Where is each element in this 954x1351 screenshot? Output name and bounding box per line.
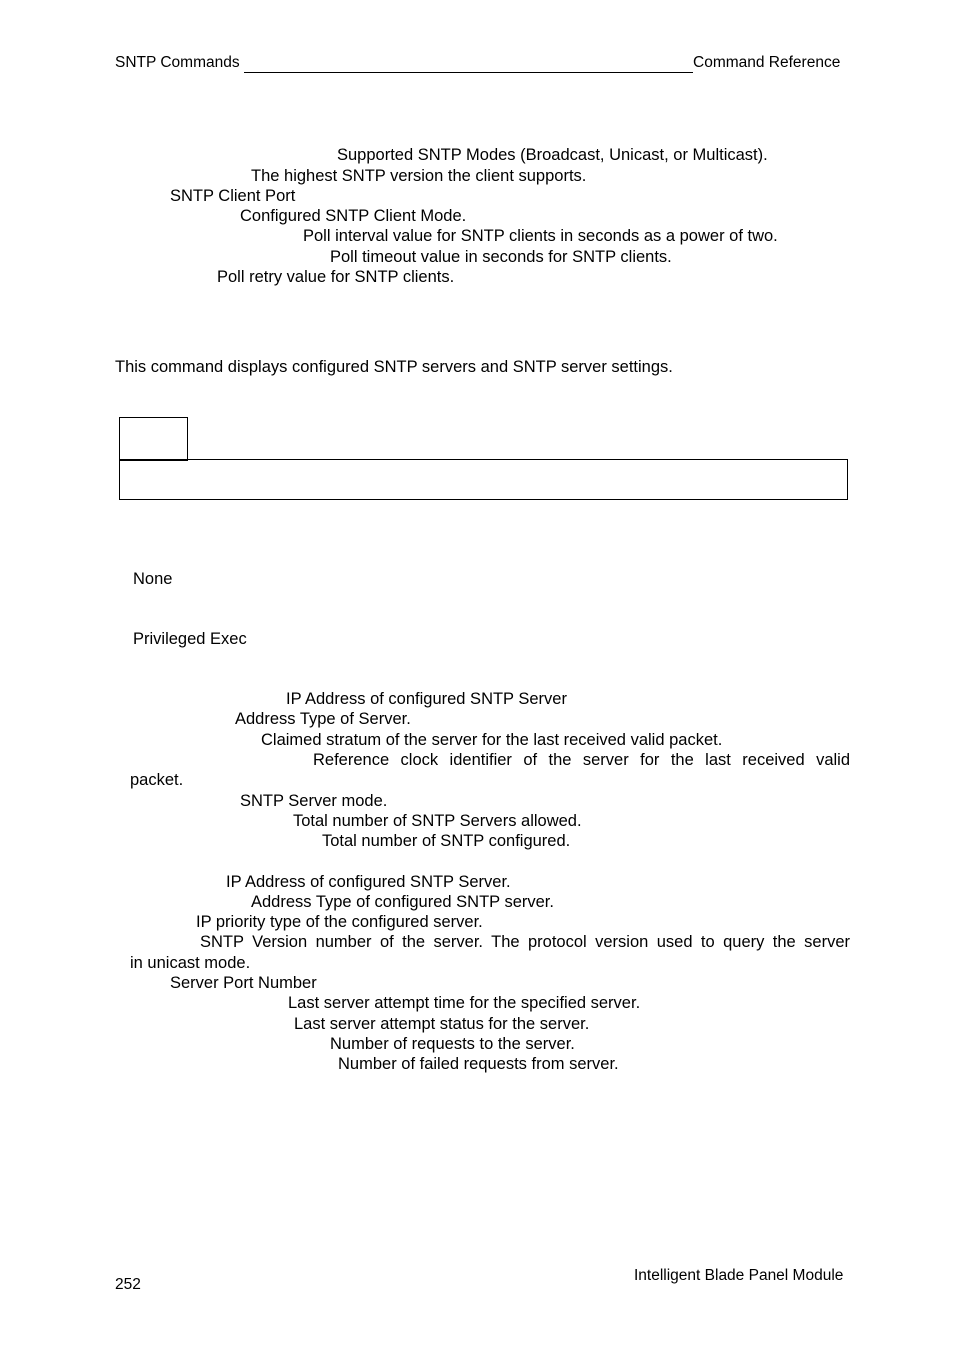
command-mode-value: Privileged Exec <box>133 630 247 648</box>
server-field-desc: Total number of SNTP configured. <box>322 832 571 850</box>
server-detail-desc: IP Address of configured SNTP Server. <box>226 873 511 891</box>
server-detail-desc: Number of failed requests from server. <box>338 1055 619 1073</box>
command-description: This command displays configured SNTP servers and SNTP server settings. <box>115 358 673 376</box>
server-field-desc: Address Type of Server. <box>235 710 411 728</box>
client-field-desc: The highest SNTP version the client supports. <box>251 167 587 185</box>
client-field-desc: Poll timeout value in seconds for SNTP clients. <box>330 248 672 266</box>
header-chapter-title: Command Reference <box>693 54 841 71</box>
server-detail-desc: Last server attempt status for the server. <box>294 1015 590 1033</box>
server-field-desc-continued: packet. <box>130 771 184 789</box>
client-field-desc: SNTP Client Port <box>170 187 296 205</box>
server-detail-desc: Address Type of configured SNTP server. <box>251 893 554 911</box>
server-field-desc: Reference clock identifier of the server for the last received valid <box>313 751 850 769</box>
server-field-desc: Total number of SNTP Servers allowed. <box>293 812 582 830</box>
client-field-desc: Supported SNTP Modes (Broadcast, Unicast, or Multicast). <box>337 146 768 164</box>
client-field-desc: Poll interval value for SNTP clients in seconds as a power of two. <box>303 227 778 245</box>
server-detail-desc: Number of requests to the server. <box>330 1035 575 1053</box>
page-number: 252 <box>115 1276 141 1293</box>
server-detail-desc-continued: in unicast mode. <box>130 954 251 972</box>
syntax-format-label-cell <box>119 417 188 461</box>
server-detail-desc: SNTP Version number of the server. The protocol version used to query the server <box>200 933 850 951</box>
server-detail-desc: Server Port Number <box>170 974 317 992</box>
server-field-desc: IP Address of configured SNTP Server <box>286 690 567 708</box>
client-field-desc: Poll retry value for SNTP clients. <box>217 268 455 286</box>
server-detail-desc: IP priority type of the configured server. <box>196 913 483 931</box>
header-rule <box>244 72 693 73</box>
client-field-desc: Configured SNTP Client Mode. <box>240 207 467 225</box>
footer-product-name: Intelligent Blade Panel Module <box>634 1267 844 1284</box>
default-value: None <box>133 570 173 588</box>
header-section-title: SNTP Commands <box>115 54 240 71</box>
server-field-desc: Claimed stratum of the server for the last received valid packet. <box>261 731 723 749</box>
server-field-desc: SNTP Server mode. <box>240 792 388 810</box>
server-detail-desc: Last server attempt time for the specified server. <box>288 994 641 1012</box>
syntax-command-cell <box>119 459 848 500</box>
